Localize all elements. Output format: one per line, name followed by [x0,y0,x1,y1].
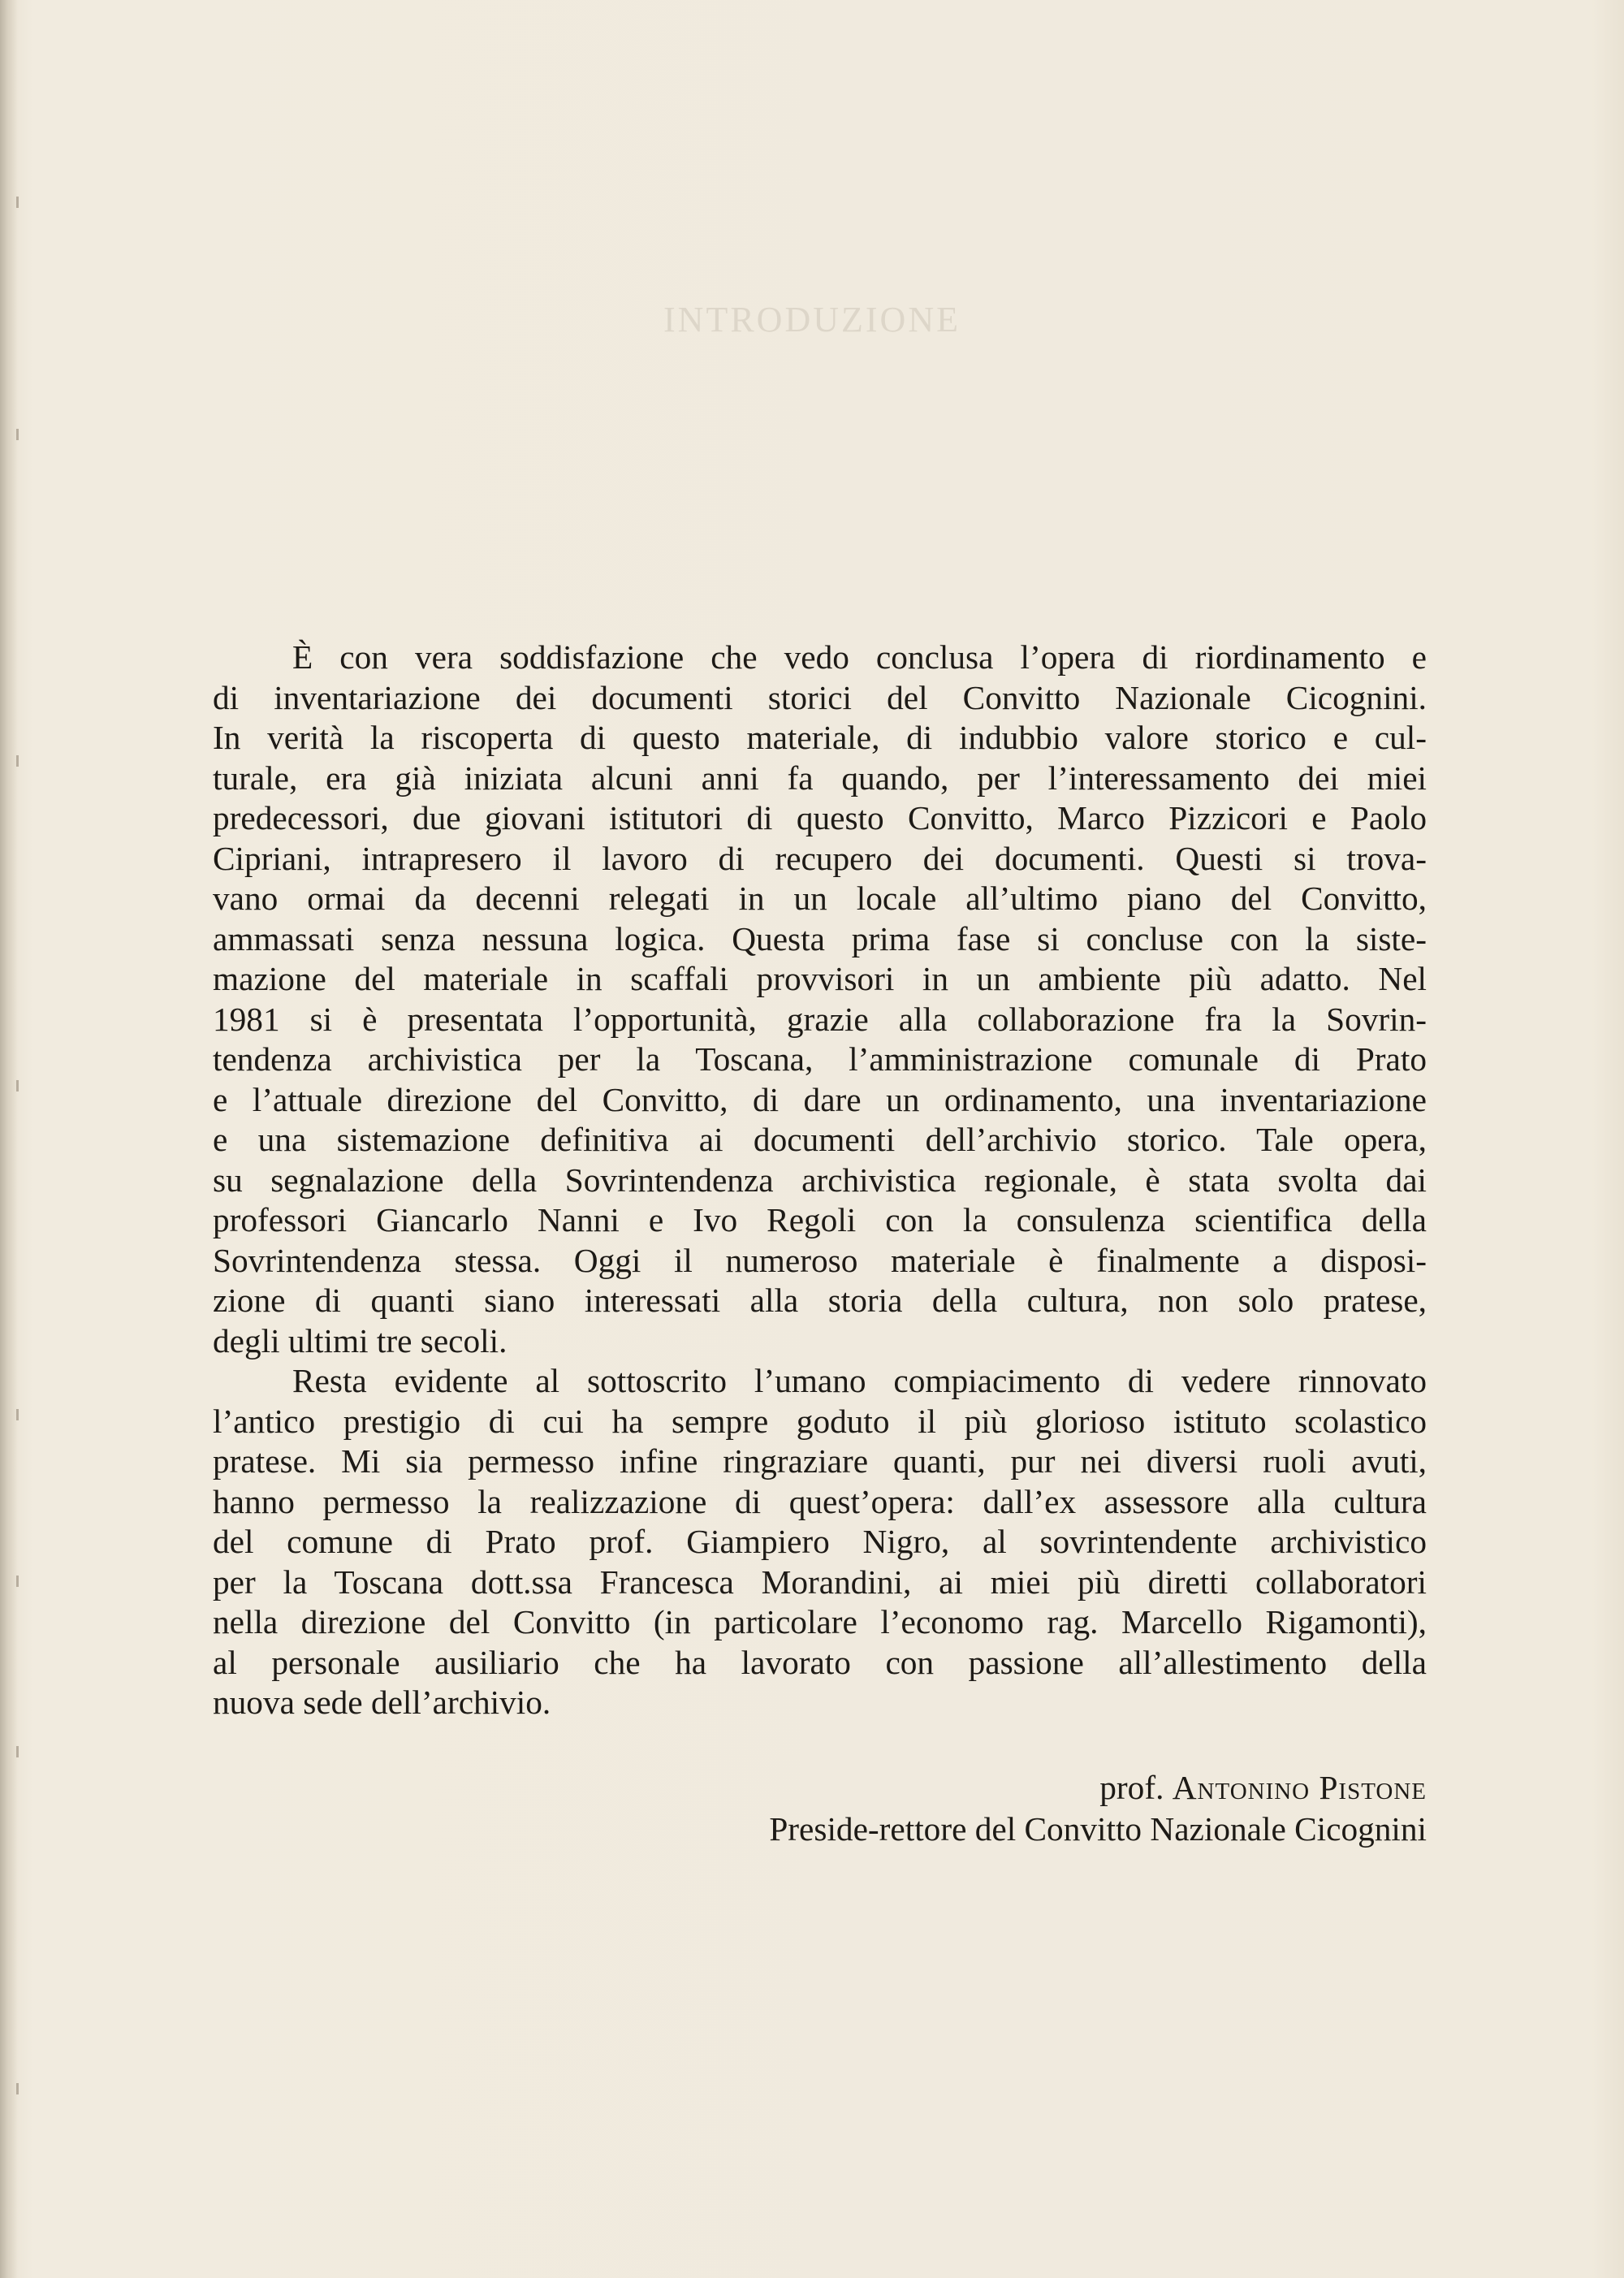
text-line: ammassati senza nessuna logica. Questa prima fase si concluse con la siste- [213,919,1427,957]
text-line: e una sistemazione definitiva ai documenti dell’archivio storico. Tale opera, [213,1121,1427,1158]
binding-stitch [16,1409,19,1420]
text-line: In verità la riscoperta di questo materiale, di indubbio valore storico e cul- [213,719,1427,756]
text-line: professori Giancarlo Nanni e Ivo Regoli con la consulenza scientifica della [213,1201,1427,1238]
binding-stitch [16,2083,19,2094]
text-line: turale, era già iniziata alcuni anni fa quando, per l’interessamento dei miei [213,759,1427,797]
binding-stitch [16,755,19,767]
show-through-title: INTRODUZIONE [663,300,961,339]
text-line: Resta evidente al sottoscrito l’umano compiacimento di vedere rinnovato [292,1362,1427,1399]
introduction-body [213,638,1427,1723]
text-line: mazione del materiale in scaffali provvisori in un ambiente più adatto. Nel [213,960,1427,997]
paragraph-2 [213,1361,1427,1723]
text-line: Sovrintendenza stessa. Oggi il numeroso materiale è finalmente a disposi- [213,1241,1427,1279]
text-line: su segnalazione della Sovrintendenza archivistica regionale, è stata svolta dai [213,1161,1427,1199]
signature-name: Antonino Pistone [1172,1769,1427,1806]
binding-stitch [16,429,19,440]
text-line: per la Toscana dott.ssa Francesca Morandini, ai miei più diretti collaboratori [213,1563,1427,1601]
text-line: hanno permesso la realizzazione di quest’opera: dall’ex assessore alla cultura [213,1482,1427,1520]
paragraph-1 [213,638,1427,1361]
text-line: nella direzione del Convitto (in particolare l’economo rag. Marcello Rigamonti), [213,1603,1427,1640]
text-line: nuova sede dell’archivio. [213,1684,551,1721]
text-line: predecessori, due giovani istitutori di questo Convitto, Marco Pizzicori e Paolo [213,799,1427,836]
signature-role: Preside-rettore del Convitto Nazionale Cicognini [769,1810,1427,1848]
binding-stitch [16,197,19,208]
text-line: e l’attuale direzione del Convitto, di dare un ordinamento, una inventariazione [213,1080,1427,1118]
binding-gutter [0,0,18,2278]
signature-block [0,1767,1427,1850]
text-line: È con vera soddisfazione che vedo conclusa l’opera di riordinamento e [292,638,1427,676]
text-line: tendenza archivistica per la Toscana, l’amministrazione comunale di Prato [213,1040,1427,1078]
text-line: l’antico prestigio di cui ha sempre goduto il più glorioso istituto scolastico [213,1402,1427,1440]
signature-line [0,1767,1427,1809]
text-line: del comune di Prato prof. Giampiero Nigro, al sovrintendente archivistico [213,1523,1427,1560]
text-line: pratese. Mi sia permesso infine ringraziare quanti, pur nei diversi ruoli avuti, [213,1442,1427,1480]
text-line: vano ormai da decenni relegati in un locale all’ultimo piano del Convitto, [213,880,1427,917]
binding-stitch [16,1080,19,1091]
text-line: degli ultimi tre secoli. [213,1321,508,1359]
text-line: zione di quanti siano interessati alla storia della cultura, non solo pratese, [213,1282,1427,1319]
text-line: al personale ausiliario che ha lavorato con passione all’allestimento della [213,1643,1427,1681]
text-line: 1981 si è presentata l’opportunità, grazie alla collaborazione fra la Sovrin- [213,1000,1427,1038]
binding-stitch [16,1576,19,1587]
text-line: Cipriani, intrapresero il lavoro di recupero dei documenti. Questi si trova- [213,839,1427,877]
text-line: di inventariazione dei documenti storici del Convitto Nazionale Cicognini. [213,678,1427,716]
signature-prefix: prof. [1099,1769,1164,1806]
binding-stitch [16,1746,19,1757]
